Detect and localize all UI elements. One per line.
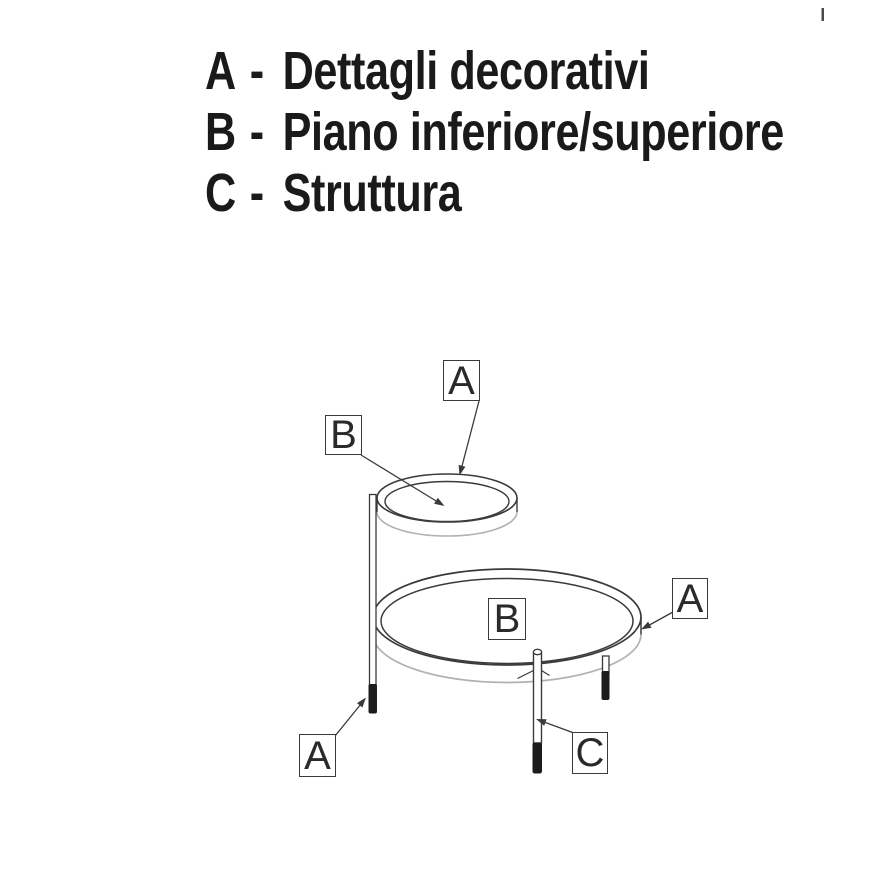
leader-a-bottom-left bbox=[335, 704, 361, 736]
legend-key-c: C bbox=[205, 163, 236, 223]
callout-a-lower-tray-rim: A bbox=[672, 578, 708, 619]
legend-key-a: A bbox=[205, 41, 236, 101]
callout-b-lower-tray: B bbox=[488, 598, 526, 640]
rear-leg-pole bbox=[603, 656, 610, 673]
legend-dash: - bbox=[249, 102, 264, 162]
callout-a-foot-tip: A bbox=[299, 734, 336, 777]
callout-a-upper-tray-rim: A bbox=[443, 360, 480, 401]
legend-dash: - bbox=[249, 41, 264, 101]
front-leg-bracket-left bbox=[518, 671, 534, 679]
leader-c bbox=[544, 722, 574, 733]
legend-key-b: B bbox=[205, 102, 236, 162]
left-pole-foot-tip bbox=[369, 684, 378, 714]
legend-label-c: Struttura bbox=[282, 163, 462, 223]
left-pole bbox=[370, 495, 377, 686]
leader-a-top bbox=[462, 401, 480, 468]
legend-label-b: Piano inferiore/superiore bbox=[282, 102, 784, 162]
legend-label-a: Dettagli decorativi bbox=[282, 41, 650, 101]
front-leg-pole bbox=[534, 652, 542, 743]
callout-c-structure-leg: C bbox=[572, 732, 608, 774]
left-pole-leg bbox=[369, 495, 378, 714]
leader-a-right bbox=[649, 612, 674, 626]
front-leg bbox=[518, 649, 550, 773]
page-edge-tick bbox=[822, 8, 825, 21]
front-leg-bracket-right bbox=[542, 671, 550, 676]
leader-a-right-arrowhead bbox=[641, 622, 652, 630]
upper-tray bbox=[377, 474, 517, 536]
rear-leg bbox=[602, 656, 610, 700]
front-leg-top-cap bbox=[533, 649, 541, 654]
legend-dash: - bbox=[249, 163, 264, 223]
front-leg-foot-tip bbox=[533, 743, 543, 774]
rear-leg-foot-tip bbox=[602, 671, 610, 700]
leader-a-bottom-left-arrowhead bbox=[357, 698, 366, 708]
callout-b-upper-tray: B bbox=[325, 415, 362, 455]
